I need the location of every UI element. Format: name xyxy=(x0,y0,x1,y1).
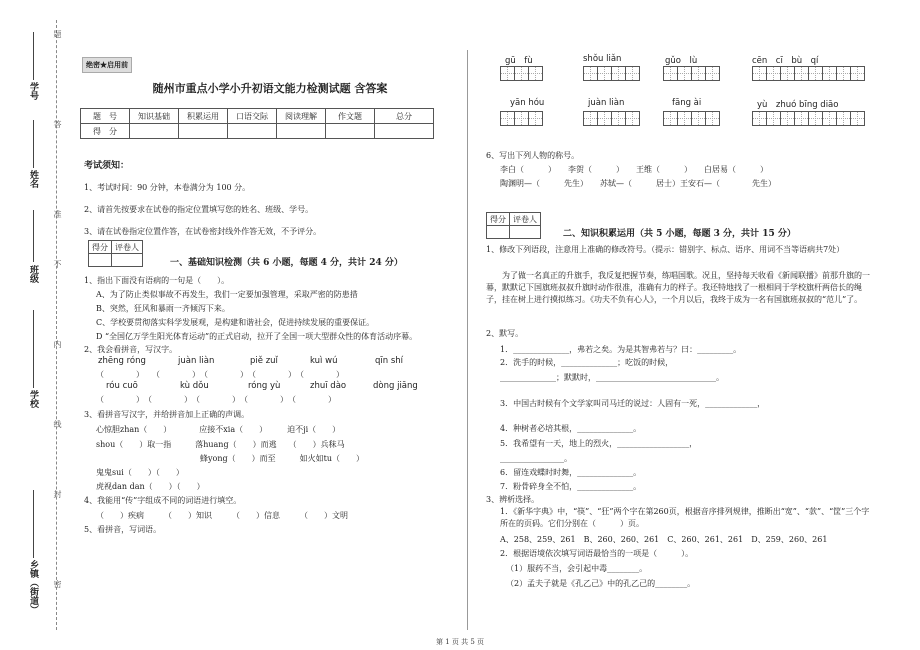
score-header: 口语交际 xyxy=(228,109,277,124)
s2-q2-line: 4．种树者必培其根，______________。 xyxy=(500,424,642,433)
s2-q3-options: A、258、259、261 B、260、260、261 C、260、261、261 D、259、260、261 xyxy=(500,535,828,544)
q1-text: 1、指出下面没有语病的一句是（ ）。 xyxy=(84,276,230,285)
score-cell[interactable] xyxy=(375,124,434,139)
q2-pinyin: kuì wú xyxy=(310,356,338,366)
scorer-label: 得分 xyxy=(89,241,112,254)
s2-q3-2b: （2）孟夫子就是《孔乙己》中的孔乙己的________。 xyxy=(506,579,696,588)
cut-mark: 密 xyxy=(53,580,62,588)
page-footer: 第 1 页 共 5 页 xyxy=(435,638,485,646)
exam-title: 随州市重点小学小升初语文能力检测试题 含答案 xyxy=(152,82,388,95)
cut-mark: 准 xyxy=(53,210,62,218)
q2-pinyin: piě zuǐ xyxy=(250,356,278,366)
cut-mark: 线 xyxy=(53,420,62,428)
reviewer-label: 评卷人 xyxy=(510,213,541,226)
cut-mark: 内 xyxy=(53,340,62,348)
writing-grid[interactable] xyxy=(500,66,542,81)
seal-line xyxy=(56,20,57,630)
score-header: 阅读理解 xyxy=(277,109,326,124)
notice-item: 1、考试时间：90 分钟，本卷满分为 100 分。 xyxy=(84,183,251,192)
s2-q2-line: 6．留连戏蝶时时舞，______________。 xyxy=(500,468,642,477)
reviewer-cell[interactable] xyxy=(112,254,143,267)
scorer-box xyxy=(486,212,541,239)
name-field[interactable] xyxy=(33,120,34,168)
s2-q3-2a: （1）服药不当，会引起中毒________。 xyxy=(506,564,648,573)
student-id-field[interactable] xyxy=(33,32,34,80)
secret-badge: 绝密★启用前 xyxy=(82,57,132,73)
q5-pinyin: yù zhuó bīng diāo xyxy=(757,100,839,110)
s2-q2-line: ______________；默默时，______________________________。 xyxy=(500,373,724,382)
reviewer-cell[interactable] xyxy=(510,226,541,239)
s2-q3-paragraph: 1．《新华字典》中，“筷”、“狂”两个字在第260页，根据音序排列规律，推断出“宽”、“款”、“筐”三个字所在的页码。它们分别在（ ）页。 xyxy=(500,507,870,528)
q2-answer-row[interactable]: （ ） （ ） （ ） （ ） （ ） xyxy=(96,370,344,379)
score-cell[interactable] xyxy=(130,124,179,139)
q5-pinyin: fāng ài xyxy=(672,98,702,108)
school-field[interactable] xyxy=(33,310,34,388)
score-header: 总分 xyxy=(375,109,434,124)
q5-pinyin: gǔo lù xyxy=(665,56,698,66)
writing-grid[interactable] xyxy=(752,111,864,126)
student-id-label: 学号 xyxy=(28,82,38,100)
q2-pinyin: zhēng róng xyxy=(98,356,146,366)
score-header: 积累运用 xyxy=(179,109,228,124)
q3-line: 心惊胆zhan（ ） 应接不xia（ ） 迫不ji（ ） xyxy=(96,425,341,434)
q3-line: 虎视dan dan（ ）（ ） xyxy=(96,482,205,491)
q3-line: 蜂yong（ ）而至 如火如tu（ ） xyxy=(96,454,364,463)
q1-option-b: B、突然，狂风和暴雨一齐倾泻下来。 xyxy=(96,304,230,313)
binding-strip xyxy=(0,20,70,630)
s2-q2-line: 2．洗手的时候，______________；吃饭的时候， xyxy=(500,358,674,367)
q1-option-c: C、学校要贯彻落实科学发展观，是构建和谐社会，促进持续发展的重要保证。 xyxy=(96,318,375,327)
score-header: 作文题 xyxy=(326,109,375,124)
s2-q3-text: 3、辨析选择。 xyxy=(486,495,540,504)
section2-title: 二、知识积累运用（共 5 小题，每题 3 分，共计 15 分） xyxy=(563,229,796,239)
notice-item: 2、请首先按要求在试卷的指定位置填写您的姓名、班级、学号。 xyxy=(84,205,314,214)
s2-q3-2: 2．根据语境依次填写词语最恰当的一项是（ ）。 xyxy=(500,549,694,558)
q4-text: 4、我能用“传”字组成不同的词语进行填空。 xyxy=(84,496,242,505)
s2-q1-paragraph: 为了做一名真正的升旗手，我反复把握节奏，练唱国歌。况且，坚持每天收看《新闻联播》前那升旗的一幕，默默记下国旗班叔叔升旗时动作很准，准确有力的样子。我还特地找了一根相同于学校旗杆两倍长的绳子，挂在树上进行摸拟练习。《功夫不负有心人》，一个月以后，我终于成为一名有国旗班叔叔的“范儿”了。 xyxy=(486,271,870,304)
score-cell[interactable] xyxy=(228,124,277,139)
q2-pinyin: qīn shí xyxy=(375,356,404,366)
q2-pinyin: kù dǒu xyxy=(180,381,209,391)
scorer-label: 得分 xyxy=(487,213,510,226)
q4-line: （ ）疾病 （ ）知识 （ ）信息 （ ）文明 xyxy=(96,511,348,520)
q1-option-a: A、为了防止类似事故不再发生，我们一定要加强管理，采取严密的防患措 xyxy=(96,290,358,299)
q5-pinyin: juàn liàn xyxy=(588,98,625,108)
writing-grid[interactable] xyxy=(663,66,719,81)
scorer-box xyxy=(88,240,143,267)
score-header: 题 号 xyxy=(81,109,130,124)
class-field[interactable] xyxy=(33,210,34,262)
q2-pinyin: juàn liàn xyxy=(178,356,215,366)
q6-text: 6、写出下列人物的称号。 xyxy=(486,151,580,160)
township-label: 乡镇（街道） xyxy=(28,560,38,614)
scorer-cell[interactable] xyxy=(487,226,510,239)
cut-mark: 封 xyxy=(53,490,62,498)
notice-title: 考试须知： xyxy=(84,161,130,171)
q2-text: 2、我会看拼音，写汉字。 xyxy=(84,345,178,354)
s2-q2-line: 5．我希望有一天，地上的烈火，__________________， xyxy=(500,439,698,448)
q6-line: 李白（ ） 李贺（ ） 王维（ ） 白居易（ ） xyxy=(500,165,768,174)
q2-pinyin: róng yù xyxy=(248,381,281,391)
q2-pinyin: dòng jiāng xyxy=(373,381,418,391)
school-label: 学校 xyxy=(28,390,38,408)
q2-answer-row[interactable]: （ ） （ ） （ ） （ ） （ ） xyxy=(96,395,336,404)
name-label: 姓名 xyxy=(28,170,38,188)
q5-pinyin: cēn cī bù qí xyxy=(752,56,819,66)
score-cell[interactable] xyxy=(277,124,326,139)
q6-line: 陶渊明—（ 先生） 苏轼—（ 居士）王安石—（ 先生） xyxy=(500,179,776,188)
cut-mark: 不 xyxy=(53,260,62,268)
score-cell[interactable] xyxy=(326,124,375,139)
q2-pinyin: zhuī dào xyxy=(310,381,347,391)
cut-mark: 答 xyxy=(53,120,62,128)
class-label: 班级 xyxy=(28,265,38,283)
q2-pinyin: róu cuō xyxy=(106,381,138,391)
q3-text: 3、看拼音写汉字，并给拼音加上正确的声调。 xyxy=(84,410,250,419)
s2-q2-line: ________________。 xyxy=(500,454,572,463)
q3-line: shou（ ）取一指 落huang（ ）而逃 （ ）兵秣马 xyxy=(96,440,345,449)
notice-item: 3、请在试卷指定位置作答，在试卷密封线外作答无效，不予评分。 xyxy=(84,227,322,236)
writing-grid[interactable] xyxy=(500,111,542,126)
writing-grid[interactable] xyxy=(663,111,719,126)
s2-q2-line: 1．______________，弗若之矣。为是其智弗若与？曰：_________。 xyxy=(500,345,742,354)
q1-option-d: D “全国亿万学生阳光体育运动”的正式启动，拉开了全国一项大型群众性的体育活动序幕。 xyxy=(96,332,418,341)
score-row-label: 得 分 xyxy=(81,124,130,139)
writing-grid[interactable] xyxy=(583,66,639,81)
q5-text: 5、看拼音，写词语。 xyxy=(84,525,162,534)
q5-pinyin: yān hóu xyxy=(510,98,545,108)
scorer-cell[interactable] xyxy=(89,254,112,267)
s2-q2-text: 2、默写。 xyxy=(486,329,524,338)
score-table xyxy=(80,108,434,139)
s2-q2-line: 7．粉骨碎身全不怕，______________。 xyxy=(500,482,642,491)
q3-line: 鬼鬼sui（ ）（ ） xyxy=(96,468,184,477)
writing-grid[interactable] xyxy=(583,111,639,126)
score-header: 知识基础 xyxy=(130,109,179,124)
column-divider xyxy=(467,50,468,630)
section1-title: 一、基础知识检测（共 6 小题，每题 4 分，共计 24 分） xyxy=(170,258,403,268)
cut-mark: 题 xyxy=(53,30,62,38)
s2-q1-text: 1、修改下列语段，注意用上准确的修改符号。（提示：错别字、标点、语序、用词不当等语病共7处） xyxy=(486,245,845,254)
reviewer-label: 评卷人 xyxy=(112,241,143,254)
writing-grid[interactable] xyxy=(752,66,864,81)
q5-pinyin: gū fù xyxy=(505,56,533,66)
s2-q2-line: 3．中国古时候有个文学家叫司马迁的说过：人固有一死，_____________， xyxy=(500,399,766,408)
score-cell[interactable] xyxy=(179,124,228,139)
township-field[interactable] xyxy=(33,490,34,558)
q5-pinyin: shǒu liǎn xyxy=(583,54,622,64)
